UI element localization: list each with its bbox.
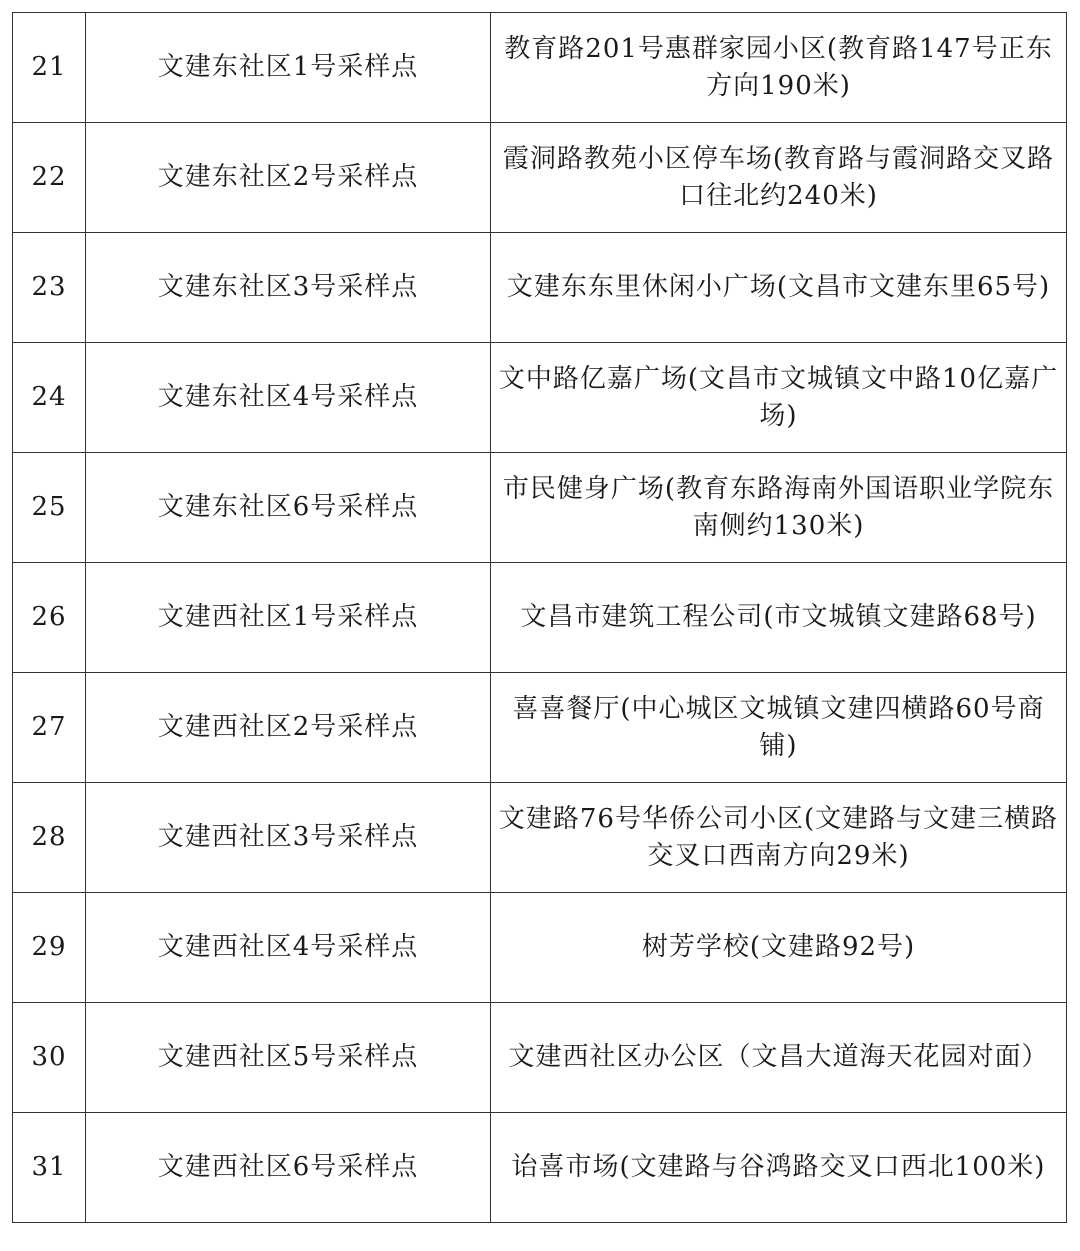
site-address-cell: 文建路76号华侨公司小区(文建路与文建三横路交叉口西南方向29米) (491, 783, 1067, 893)
table-row (13, 673, 1067, 783)
site-address-cell: 文建西社区办公区（文昌大道海天花园对面） (491, 1003, 1067, 1113)
site-name-cell: 文建西社区2号采样点 (86, 673, 491, 783)
site-name-cell: 文建东社区1号采样点 (86, 13, 491, 123)
row-number-cell: 21 (13, 13, 86, 123)
site-name-cell: 文建西社区4号采样点 (86, 893, 491, 1003)
table-row (13, 893, 1067, 1003)
table-row (13, 453, 1067, 563)
table-row (13, 343, 1067, 453)
table-row (13, 123, 1067, 233)
table-row (13, 1113, 1067, 1223)
site-address-cell: 霞洞路教苑小区停车场(教育路与霞洞路交叉路口往北约240米) (491, 123, 1067, 233)
row-number-cell: 30 (13, 1003, 86, 1113)
site-address-cell: 文昌市建筑工程公司(市文城镇文建路68号) (491, 563, 1067, 673)
table-row (13, 233, 1067, 343)
site-name-cell: 文建东社区3号采样点 (86, 233, 491, 343)
row-number-cell: 29 (13, 893, 86, 1003)
row-number-cell: 26 (13, 563, 86, 673)
row-number-cell: 23 (13, 233, 86, 343)
site-address-cell: 诒喜市场(文建路与谷鸿路交叉口西北100米) (491, 1113, 1067, 1223)
sampling-sites-table (12, 12, 1067, 1223)
row-number-cell: 27 (13, 673, 86, 783)
row-number-cell: 28 (13, 783, 86, 893)
table-body (13, 13, 1067, 1223)
table-row (13, 563, 1067, 673)
site-address-cell: 文中路亿嘉广场(文昌市文城镇文中路10亿嘉广场) (491, 343, 1067, 453)
table-row (13, 1003, 1067, 1113)
row-number-cell: 25 (13, 453, 86, 563)
site-name-cell: 文建东社区2号采样点 (86, 123, 491, 233)
site-name-cell: 文建西社区3号采样点 (86, 783, 491, 893)
site-name-cell: 文建西社区6号采样点 (86, 1113, 491, 1223)
table-row (13, 13, 1067, 123)
site-name-cell: 文建西社区1号采样点 (86, 563, 491, 673)
row-number-cell: 24 (13, 343, 86, 453)
row-number-cell: 22 (13, 123, 86, 233)
site-address-cell: 树芳学校(文建路92号) (491, 893, 1067, 1003)
site-name-cell: 文建西社区5号采样点 (86, 1003, 491, 1113)
site-address-cell: 文建东东里休闲小广场(文昌市文建东里65号) (491, 233, 1067, 343)
site-address-cell: 喜喜餐厅(中心城区文城镇文建四横路60号商铺) (491, 673, 1067, 783)
site-name-cell: 文建东社区6号采样点 (86, 453, 491, 563)
table-row (13, 783, 1067, 893)
row-number-cell: 31 (13, 1113, 86, 1223)
site-address-cell: 教育路201号惠群家园小区(教育路147号正东方向190米) (491, 13, 1067, 123)
site-name-cell: 文建东社区4号采样点 (86, 343, 491, 453)
site-address-cell: 市民健身广场(教育东路海南外国语职业学院东南侧约130米) (491, 453, 1067, 563)
